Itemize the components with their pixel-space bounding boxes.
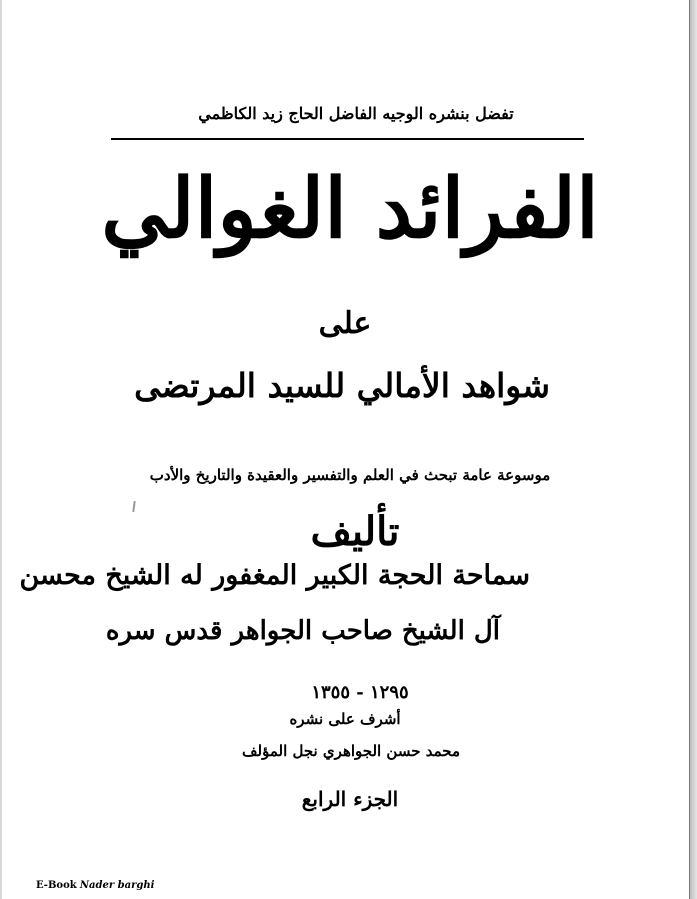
- authorship-heading: تأليف: [310, 508, 400, 555]
- author-dates: ١٢٩٥ - ١٣٥٥: [311, 682, 409, 703]
- volume-label: الجزء الرابع: [301, 787, 399, 811]
- ebook-label: E-Book: [36, 880, 77, 891]
- page-left-edge: [0, 0, 2, 899]
- scan-speck: [132, 501, 136, 512]
- author-name-line2: آل الشيخ صاحب الجواهر قدس سره: [105, 616, 500, 646]
- book-subtitle: شواهد الأمالي للسيد المرتضى: [134, 366, 550, 405]
- ebook-credit: [36, 880, 154, 891]
- page-right-shadow: [690, 0, 697, 899]
- supervised-by-label: أشرف على نشره: [289, 710, 401, 728]
- book-title: الفرائد الغوالي: [101, 161, 599, 257]
- sponsor-line: تفضل بنشره الوجيه الفاضل الحاج زيد الكاظمي: [198, 104, 514, 123]
- ebook-creator-name: Nader barghi: [79, 880, 155, 891]
- editor-name: محمد حسن الجواهري نجل المؤلف: [242, 742, 460, 760]
- header-divider: [111, 138, 584, 140]
- author-name-line1: سماحة الحجة الكبير المغفور له الشيخ محسن: [19, 560, 530, 591]
- title-connector: على: [318, 306, 372, 341]
- book-description: موسوعة عامة تبحث في العلم والتفسير والعقيدة والتاريخ والأدب: [149, 466, 551, 484]
